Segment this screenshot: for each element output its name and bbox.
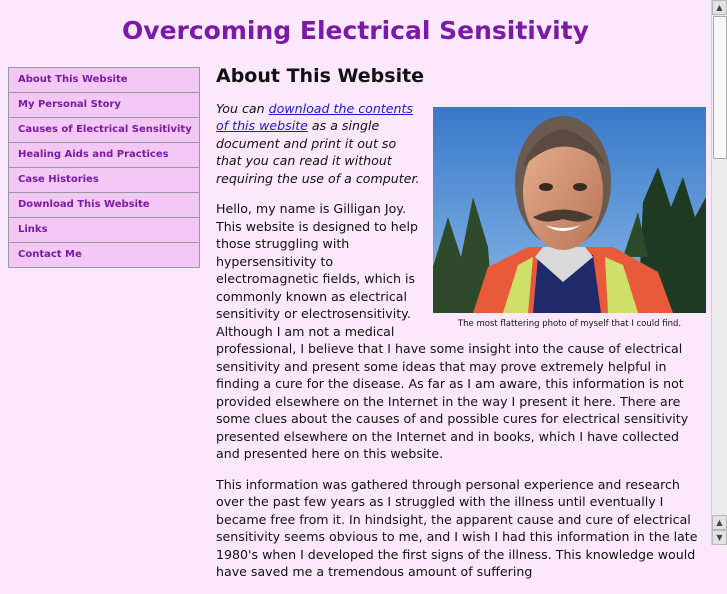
download-link[interactable]: download the contents of this website xyxy=(216,100,413,133)
page-title: About This Website xyxy=(216,65,425,87)
scroll-down-icon[interactable]: ▼ xyxy=(712,530,727,545)
nav-item-personal-story[interactable]: My Personal Story xyxy=(8,92,200,117)
nav-item-about[interactable]: About This Website xyxy=(8,67,200,92)
photo-figure xyxy=(433,107,706,334)
sidebar-nav xyxy=(8,67,200,268)
intro-prefix: You can xyxy=(216,100,269,116)
scrollbar-thumb[interactable] xyxy=(713,16,727,159)
nav-item-case-histories[interactable]: Case Histories xyxy=(8,167,200,192)
scroll-up-icon[interactable]: ▲ xyxy=(712,515,727,530)
nav-item-contact[interactable]: Contact Me xyxy=(8,242,200,268)
scroll-up-icon[interactable]: ▲ xyxy=(712,0,727,15)
history-paragraph: This information was gathered through personal experience and research over the past few years as I struggled with the illness until eventually I became free from it. In hindsight, the apparent cause and cure of electrical sensitivity seems obvious to me, and I wish I had this information in the late 1980's when I developed the first signs of the illness. This knowledge would have saved me a tremendous amount of suffering xyxy=(216,476,698,579)
vertical-scrollbar[interactable] xyxy=(711,0,727,545)
nav-item-causes[interactable]: Causes of Electrical Sensitivity xyxy=(8,117,200,142)
intro-suffix: as a single document and print it out so that you can read it without requiring the use of a computer. xyxy=(216,118,420,186)
main-content xyxy=(216,65,706,594)
nav-item-healing-aids[interactable]: Healing Aids and Practices xyxy=(8,142,200,167)
portrait-photo xyxy=(433,107,706,313)
nav-item-links[interactable]: Links xyxy=(8,217,200,242)
photo-caption: The most flattering photo of myself that I could find. xyxy=(457,318,682,329)
intro-paragraph: Hello, my name is Gilligan Joy. This website is designed to help those struggling with hypersensitivity to electromagnetic fields, which is commonly known as electrical sensitivity or electrosensitivity. Although I am not a medical professional, I believe that I have some insight into the cause of electrical sensitivity and present some ideas that may prove extremely helpful in finding a cure for the disease. As far as I am aware, this information is not provided elsewhere on the Internet in the way I present it here. There are some clues about the causes of and possible cures for electrical sensitivity presented elsewhere on the Internet and in books, which I have collected and presented here on this website. xyxy=(216,201,689,461)
nav-item-download[interactable]: Download This Website xyxy=(8,192,200,217)
site-title: Overcoming Electrical Sensitivity xyxy=(122,16,589,45)
